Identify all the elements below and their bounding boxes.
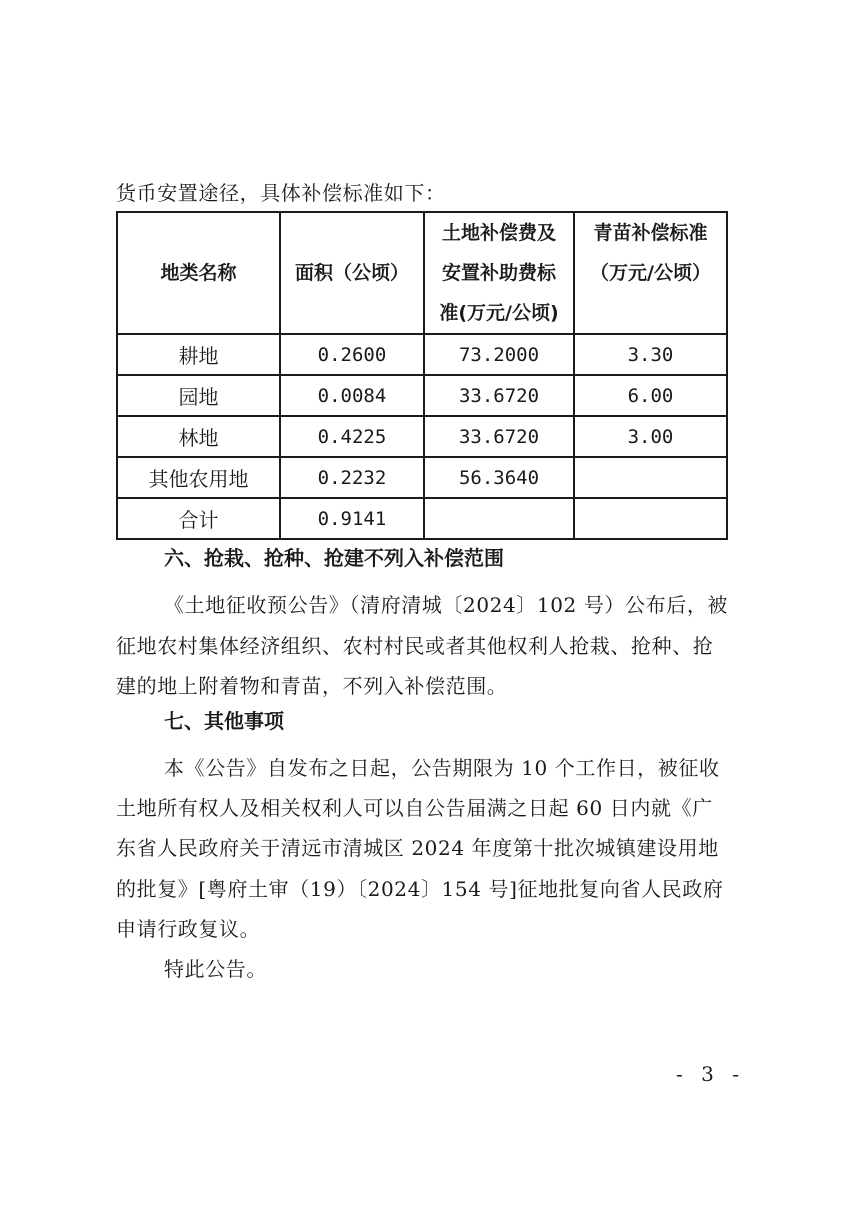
cell-area: 0.0084 xyxy=(280,375,424,416)
section-6-paragraph-line: 《土地征收预公告》（清府清城〔2024〕102 号）公布后，被 xyxy=(164,593,729,617)
section-7-heading: 七、其他事项 xyxy=(164,709,284,733)
section-6-paragraph-line: 征地农村集体经济组织、农村村民或者其他权利人抢栽、抢种、抢 xyxy=(116,634,714,658)
table-row xyxy=(117,375,727,416)
cell-crop-compensation: 6.00 xyxy=(574,375,727,416)
cell-area: 0.2600 xyxy=(280,334,424,375)
cell-land-compensation xyxy=(424,498,574,539)
intro-line: 货币安置途径，具体补偿标准如下： xyxy=(116,181,446,205)
cell-land-compensation: 73.2000 xyxy=(424,334,574,375)
section-7-paragraph-line: 东省人民政府关于清远市清城区 2024 年度第十批次城镇建设用地 xyxy=(116,836,719,860)
section-6-paragraph-line: 建的地上附着物和青苗，不列入补偿范围。 xyxy=(116,674,508,698)
table-row xyxy=(117,457,727,498)
cell-land-type: 园地 xyxy=(117,375,280,416)
cell-land-type: 耕地 xyxy=(117,334,280,375)
cell-land-compensation: 33.6720 xyxy=(424,375,574,416)
section-7-paragraph-line: 的批复》[粤府土审（19）〔2024〕154 号]征地批复向省人民政府 xyxy=(116,877,724,901)
header-land-type: 地类名称 xyxy=(117,212,280,334)
cell-crop-compensation: 3.30 xyxy=(574,334,727,375)
section-7-paragraph-line: 土地所有权人及相关权利人可以自公告届满之日起 60 日内就《广 xyxy=(116,796,713,820)
table-row xyxy=(117,334,727,375)
header-crop-compensation: 青苗补偿标准 （万元/公顷） xyxy=(574,212,727,334)
cell-crop-compensation xyxy=(574,457,727,498)
header-land-compensation: 土地补偿费及 安置补助费标 准(万元/公顷) xyxy=(424,212,574,334)
closing-statement: 特此公告。 xyxy=(164,957,267,981)
cell-land-type: 合计 xyxy=(117,498,280,539)
cell-land-compensation: 56.3640 xyxy=(424,457,574,498)
section-7-paragraph-line: 本《公告》自发布之日起，公告期限为 10 个工作日，被征收 xyxy=(164,756,720,780)
table-total-row xyxy=(117,498,727,539)
cell-land-type: 林地 xyxy=(117,416,280,457)
table-header-row xyxy=(117,212,727,334)
header-area: 面积（公顷） xyxy=(280,212,424,334)
section-7-paragraph-line: 申请行政复议。 xyxy=(116,917,261,941)
cell-land-compensation: 33.6720 xyxy=(424,416,574,457)
cell-area: 0.4225 xyxy=(280,416,424,457)
cell-area: 0.2232 xyxy=(280,457,424,498)
cell-crop-compensation xyxy=(574,498,727,539)
section-6-heading: 六、抢栽、抢种、抢建不列入补偿范围 xyxy=(164,546,504,570)
cell-crop-compensation: 3.00 xyxy=(574,416,727,457)
cell-area: 0.9141 xyxy=(280,498,424,539)
page-number: - 3 - xyxy=(676,1062,745,1086)
compensation-table xyxy=(116,211,728,540)
table-row xyxy=(117,416,727,457)
cell-land-type: 其他农用地 xyxy=(117,457,280,498)
